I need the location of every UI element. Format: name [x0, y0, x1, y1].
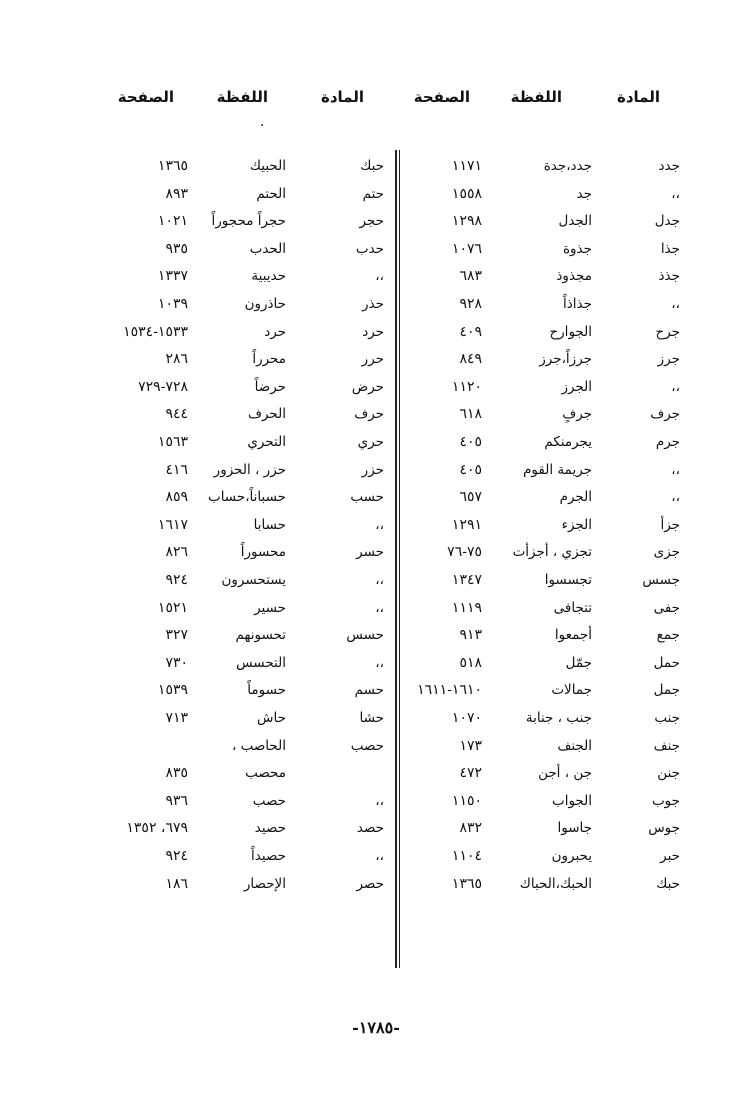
header-right-word: اللفظة: [510, 88, 562, 106]
right-entry-page: ١١٢٠: [451, 378, 482, 395]
left-entry-word: تحسونهم: [235, 627, 286, 644]
right-entry-root: حبك: [656, 875, 680, 892]
left-entry-row: [0, 379, 752, 407]
right-entry-word: جد: [576, 185, 592, 202]
right-entry-word: تجزي ، أجزأت: [512, 544, 592, 561]
right-entry-root: جزأ: [660, 516, 680, 533]
right-entry-root: ،،: [671, 185, 680, 202]
header-left-root: المادة: [320, 88, 364, 106]
right-entry-root: ،،: [671, 378, 680, 395]
left-entry-page: ٨٥٩: [165, 489, 188, 506]
left-entry-page: ٨٩٣: [165, 185, 188, 202]
left-entry-word: التحسس: [236, 654, 286, 671]
right-entry-word: جذاذاً: [563, 296, 592, 312]
right-entry-word: الجواب: [551, 792, 592, 809]
left-entry-word: حسابا: [253, 516, 286, 533]
left-entry-page: ١٦١٧: [157, 516, 188, 533]
header-left-word: اللفظة: [216, 88, 268, 106]
left-entry-root: حرض: [351, 378, 384, 395]
left-entry-root: ،،: [375, 516, 384, 533]
left-entry-page: ٩٣٥: [165, 240, 188, 257]
left-entry-word: الحتم: [256, 185, 286, 202]
left-entry-word: الحدب: [249, 240, 286, 257]
left-entry-row: [0, 710, 752, 738]
left-entry-root: ،،: [375, 599, 384, 616]
right-entry-word: الجوارح: [549, 323, 592, 340]
right-entry-root: جنن: [657, 765, 680, 782]
right-entry-root: حمل: [653, 654, 680, 671]
right-entry-root: جرف: [650, 406, 680, 423]
right-entry-page: ١١٧١: [451, 158, 482, 174]
right-entry-root: جفى: [653, 599, 680, 616]
right-entry-root: جرز: [657, 351, 680, 368]
header-left-page: الصفحة: [117, 88, 174, 106]
left-entry-root: حرر: [361, 351, 384, 368]
right-entry-page: ١٧٣: [459, 737, 482, 754]
left-entry-root: حشا: [359, 710, 384, 726]
left-entry-root: ،،: [375, 848, 384, 864]
left-entry-row: [0, 186, 752, 214]
left-entry-page: ١٠٣٩: [157, 296, 188, 312]
right-entry-root: جوب: [651, 792, 680, 809]
right-entry-page: ١٣٦٥: [451, 875, 482, 892]
right-entry-word: الجزء: [561, 516, 592, 533]
right-entry-word: جمالات: [551, 682, 592, 699]
left-entry-page: ٦٧٩، ١٣٥٢: [126, 820, 188, 837]
left-entry-row: [0, 324, 752, 352]
left-entry-page: ١٥٦٣: [157, 434, 188, 450]
left-entry-root: حسر: [356, 544, 384, 561]
left-entry-root: حصد: [356, 820, 384, 837]
right-entry-page: ٥١٨: [459, 654, 482, 671]
left-entry-root: حدب: [355, 240, 384, 257]
right-entry-word: جنب ، جنابة: [525, 710, 592, 726]
left-entry-page: ١٣٣٧: [157, 268, 188, 285]
right-entry-page: ١٠٧٠: [451, 710, 482, 726]
left-entry-word: حرد: [264, 323, 286, 340]
left-entry-root: حبك: [360, 158, 384, 174]
left-entry-root: حذر: [362, 296, 384, 312]
left-entry-page: ١٥٣٩: [157, 682, 188, 699]
right-entry-root: جذا: [660, 240, 680, 257]
right-entry-word: الجرم: [559, 489, 592, 506]
left-entry-root: حتم: [362, 185, 384, 202]
header-right-root: المادة: [616, 88, 660, 106]
left-entry-word: محصب: [245, 765, 286, 782]
right-entry-root: جسس: [642, 572, 680, 588]
right-entry-page: ١١١٩: [451, 599, 482, 616]
left-entry-root: حسم: [354, 682, 384, 699]
right-entry-root: ،،: [671, 489, 680, 506]
right-entry-word: جدد،جدة: [543, 158, 592, 174]
right-entry-page: ٤٠٥: [459, 434, 482, 450]
right-entry-page: ١١٠٤: [451, 848, 482, 864]
left-entry-row: [0, 489, 752, 517]
left-entry-word: حديبية: [251, 268, 286, 285]
left-entry-row: [0, 765, 752, 793]
left-entry-row: [0, 241, 752, 269]
left-entry-row: [0, 462, 752, 490]
left-entry-root: حزر: [361, 461, 384, 478]
left-entry-page: ١٣٦٥: [157, 158, 188, 174]
right-entry-root: جنب: [654, 710, 680, 726]
right-entry-page: ٦٨٣: [459, 268, 482, 285]
right-entry-word: يحبرون: [551, 848, 592, 864]
right-entry-page: ١١٥٠: [451, 792, 482, 809]
right-entry-word: جذوة: [562, 240, 592, 257]
left-entry-page: ٩٣٦: [165, 792, 188, 809]
left-entry-word: محرراً: [252, 351, 286, 368]
right-entry-page: ٦١٨: [459, 406, 482, 423]
left-entry-row: [0, 544, 752, 572]
left-entry-word: حسوماً: [247, 682, 286, 699]
left-entry-row: [0, 351, 752, 379]
left-entry-row: [0, 406, 752, 434]
right-entry-word: أجمعوا: [554, 627, 592, 644]
left-entry-root: ،،: [375, 654, 384, 671]
right-entry-page: ٨٣٢: [459, 820, 482, 837]
left-entry-row: [0, 655, 752, 683]
left-entry-row: [0, 268, 752, 296]
left-entry-root: حصر: [356, 875, 384, 892]
right-entry-root: ،،: [671, 461, 680, 478]
right-entry-page: ٩٢٨: [459, 296, 482, 312]
left-entry-page: ٧١٣: [165, 710, 188, 726]
left-entry-word: حسباناً،حساب: [207, 489, 286, 506]
left-entry-word: محسوراً: [240, 544, 286, 561]
right-entry-root: جنف: [653, 737, 680, 754]
right-entry-page: ٤٠٩: [459, 323, 482, 340]
left-entry-row: [0, 820, 752, 848]
left-entry-word: حصيد: [254, 820, 286, 837]
right-entry-word: جرزاً،جرز: [539, 351, 592, 368]
left-entry-page: ١٨٦: [165, 875, 188, 892]
left-entry-page: ١٠٢١: [157, 213, 188, 230]
left-entry-root: حرد: [362, 323, 384, 340]
right-entry-word: الجرز: [561, 378, 592, 395]
page-number: -١٧٨٥-: [352, 1018, 400, 1037]
right-entry-root: جوس: [648, 820, 680, 837]
right-entry-word: جمّل: [565, 654, 592, 671]
left-entry-word: الإحصار: [243, 875, 286, 892]
left-entry-word: حرضاً: [254, 378, 286, 395]
right-entry-word: جن ، أجن: [538, 765, 592, 782]
left-entry-page: ٨٢٦: [165, 544, 188, 561]
left-entry-root: حجر: [359, 213, 384, 230]
left-entry-row: [0, 876, 752, 904]
right-entry-root: جرم: [655, 434, 680, 450]
left-entry-root: حرف: [354, 406, 384, 423]
left-entry-page: ٢٨٦: [165, 351, 188, 368]
left-entry-word: الحبيك: [249, 158, 286, 174]
left-entry-word: حاذرون: [244, 296, 286, 312]
left-entry-word: التحري: [247, 434, 286, 450]
right-entry-root: جدل: [654, 213, 680, 230]
stray-dot: ·: [260, 118, 265, 134]
right-entry-page: ٤٧٢: [459, 765, 482, 782]
left-entry-row: [0, 296, 752, 324]
left-entry-root: حري: [357, 434, 384, 450]
left-entry-root: حسس: [346, 627, 384, 644]
right-entry-word: جاسوا: [557, 820, 592, 837]
left-entry-word: يستحسرون: [221, 572, 286, 588]
left-entry-row: [0, 793, 752, 821]
right-entry-word: تتجافى: [553, 599, 592, 616]
right-entry-word: الجدل: [558, 213, 592, 230]
left-entry-root: حسب: [350, 489, 384, 506]
left-entry-root: حصب: [350, 737, 384, 754]
left-entry-row: [0, 213, 752, 241]
right-entry-word: جرفٍ: [562, 406, 592, 423]
left-entry-row: [0, 627, 752, 655]
right-entry-page: ١٦١٠-١٦١١: [417, 682, 482, 699]
left-entry-root: ،،: [375, 572, 384, 588]
right-entry-page: ٧٥-٧٦: [447, 544, 482, 561]
right-entry-root: جزى: [653, 544, 680, 561]
right-entry-root: جدد: [658, 158, 680, 174]
left-entry-root: ،،: [375, 792, 384, 809]
left-entry-row: [0, 434, 752, 462]
right-entry-page: ١٢٩١: [451, 516, 482, 533]
left-entry-row: [0, 600, 752, 628]
right-entry-page: ١٣٤٧: [451, 572, 482, 588]
right-entry-page: ٩١٣: [459, 627, 482, 644]
right-entry-word: مجذوذ: [556, 268, 592, 285]
left-entry-page: ٩٢٤: [165, 848, 188, 864]
right-entry-page: ٦٥٧: [459, 489, 482, 506]
right-entry-root: ،،: [671, 296, 680, 312]
left-entry-word: حصيداً: [251, 848, 286, 864]
header-right-page: الصفحة: [413, 88, 470, 106]
right-entry-page: ٤٠٥: [459, 461, 482, 478]
left-entry-word: حسير: [254, 599, 286, 616]
right-entry-word: الجنف: [557, 737, 592, 754]
right-entry-root: جذذ: [658, 268, 680, 285]
left-entry-row: [0, 572, 752, 600]
left-entry-page: ١٥٢١: [157, 599, 188, 616]
right-entry-page: ١٢٩٨: [451, 213, 482, 230]
left-entry-row: [0, 517, 752, 545]
right-entry-root: جرح: [655, 323, 680, 340]
left-entry-row: [0, 738, 752, 766]
left-entry-page: ٤١٦: [165, 461, 188, 478]
left-entry-page: ٧٢٨-٧٢٩: [138, 378, 188, 395]
right-entry-page: ٨٤٩: [459, 351, 482, 368]
right-entry-word: الحبك،الحباك: [519, 875, 592, 892]
right-entry-word: تجسسوا: [544, 572, 592, 588]
left-entry-page: ٨٣٥: [165, 765, 188, 782]
right-entry-page: ١٠٧٦: [451, 240, 482, 257]
left-entry-row: [0, 158, 752, 186]
left-entry-page: ٩٤٤: [165, 406, 188, 423]
left-entry-page: ٣٢٧: [165, 627, 188, 644]
left-entry-word: حزر ، الحزور: [213, 461, 286, 478]
right-entry-root: جمل: [653, 682, 680, 699]
left-entry-page: ٧٣٠: [165, 654, 188, 671]
left-entry-row: [0, 848, 752, 876]
right-entry-root: جمع: [656, 627, 680, 644]
right-entry-root: حبر: [660, 848, 680, 864]
right-entry-word: جريمة القوم: [523, 461, 592, 478]
left-entry-word: الحاصب ،: [231, 737, 286, 754]
left-entry-page: ١٥٣٣-١٥٣٤: [123, 323, 188, 340]
left-entry-root: ،،: [375, 268, 384, 285]
left-entry-word: حاش: [257, 710, 286, 726]
right-entry-page: ١٥٥٨: [451, 185, 482, 202]
right-entry-word: يجرمنكم: [544, 434, 592, 450]
left-entry-row: [0, 682, 752, 710]
left-entry-word: حصب: [252, 792, 286, 809]
left-entry-word: الحرف: [247, 406, 286, 423]
left-entry-page: ٩٢٤: [165, 572, 188, 588]
left-entry-word: حجراً محجوراً: [211, 213, 286, 230]
